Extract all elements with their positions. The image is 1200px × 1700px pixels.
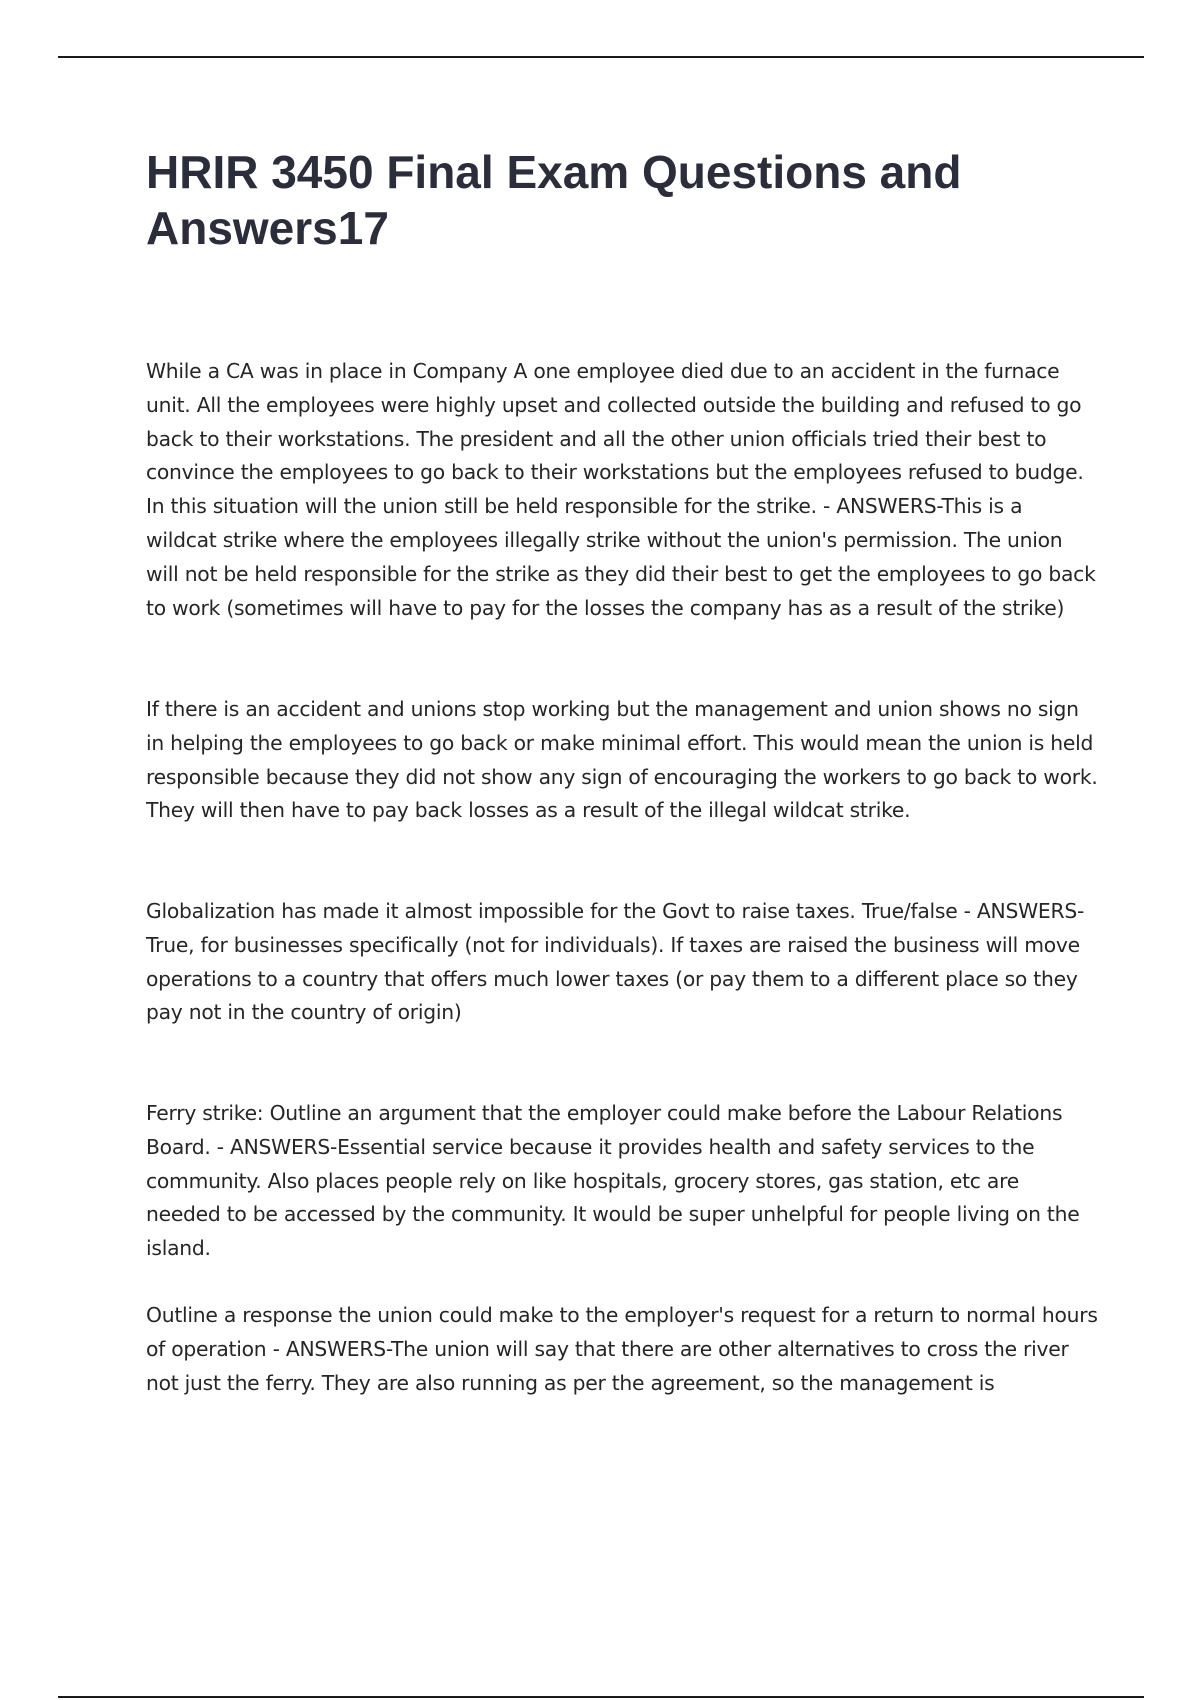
bottom-divider	[58, 1696, 1144, 1698]
qa-paragraph-3: Globalization has made it almost impossible for the Govt to raise taxes. True/false - ANSWERS-True, for businesses specifically (not for individuals). If taxes are raised the business will move operations to a country that offers much lower taxes (or pay them to a different place so they pay not in the country of origin)	[146, 899, 1085, 1025]
top-divider	[58, 56, 1144, 58]
qa-paragraph-2: If there is an accident and unions stop working but the management and union shows no sign in helping the employees to go back or make minimal effort. This would mean the union is held responsible because they did not show any sign of encouraging the workers to go back to work. They will then have to pay back losses as a result of the illegal wildcat strike.	[146, 697, 1098, 823]
qa-paragraph-4: Ferry strike: Outline an argument that the employer could make before the Labour Relations Board. - ANSWERS-Essential service because it provides health and safety services to the community. Also places people rely on like hospitals, grocery stores, gas station, etc are needed to be accessed by the community. It would be super unhelpful for people living on the island.	[146, 1101, 1080, 1261]
document-title: HRIR 3450 Final Exam Questions and Answers17	[146, 146, 962, 254]
qa-paragraph-5: Outline a response the union could make to the employer's request for a return to normal hours of operation - ANSWERS-The union will say that there are other alternatives to cross the river not just the ferry. They are also running as per the agreement, so the management is	[146, 1303, 1098, 1395]
qa-paragraph-1: While a CA was in place in Company A one employee died due to an accident in the furnace unit. All the employees were highly upset and collected outside the building and refused to go back to their workstations. The president and all the other union officials tried their best to convince the employees to go back to their workstations but the employees refused to budge. In this situation will the union still be held responsible for the strike. - ANSWERS-This is a wildcat strike where the employees illegally strike without the union's permission. The union will not be held responsible for the strike as they did their best to get the employees to go back to work (sometimes will have to pay for the losses the company has as a result of the strike)	[146, 359, 1096, 620]
